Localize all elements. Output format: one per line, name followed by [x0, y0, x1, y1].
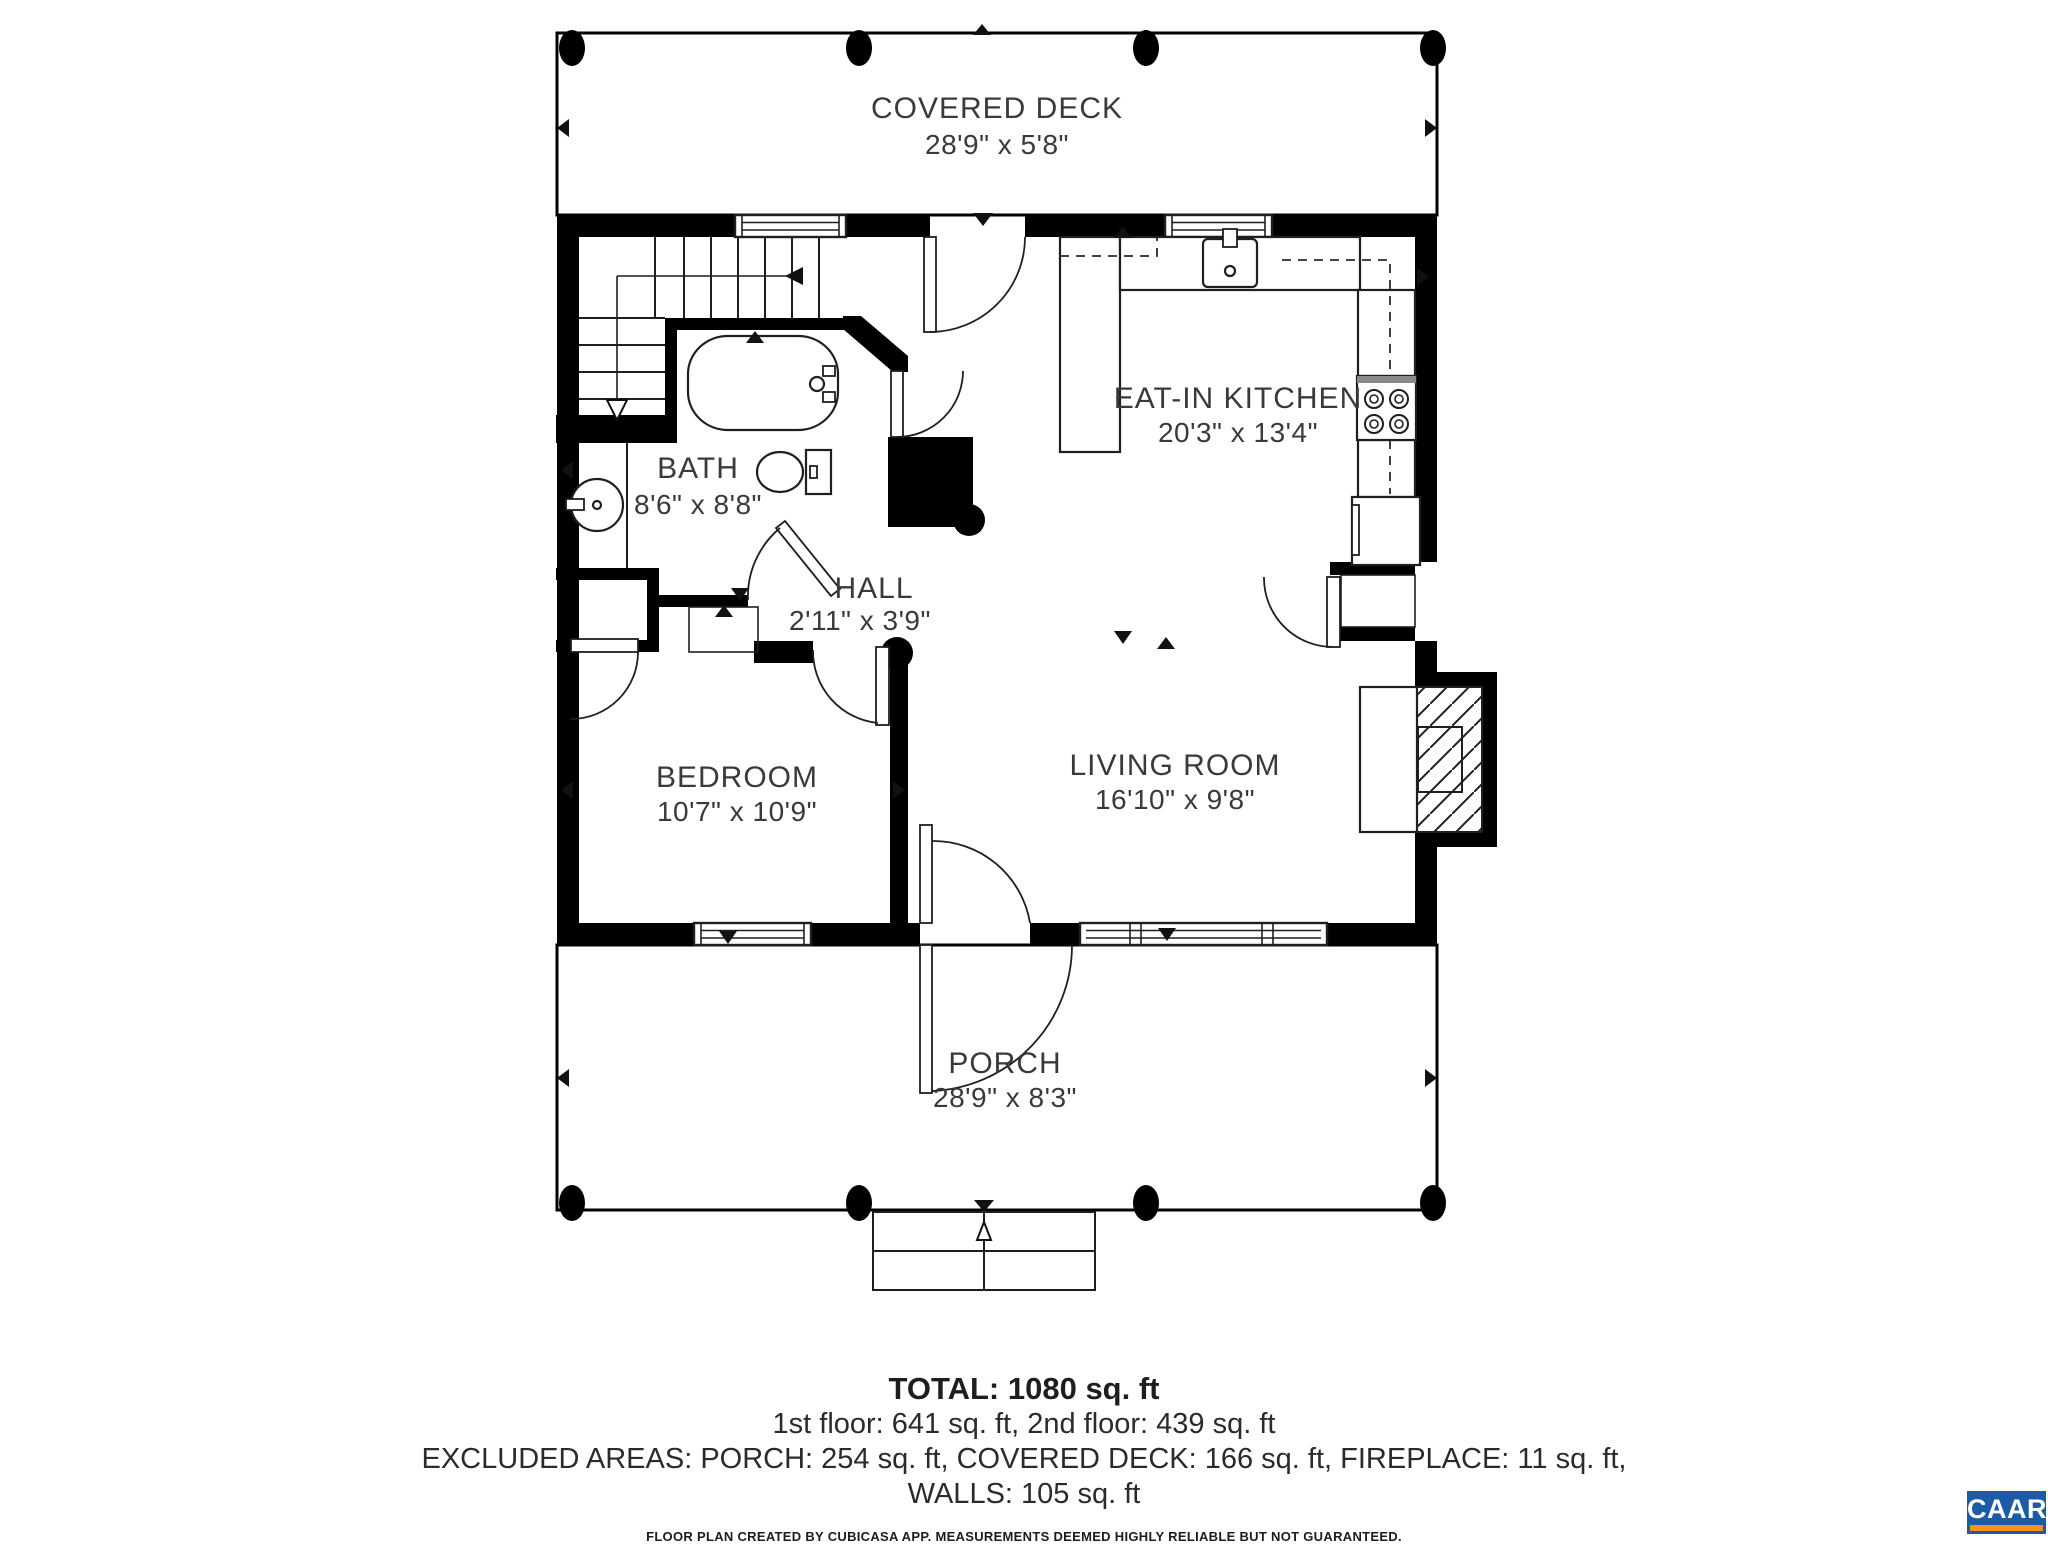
covered-deck-dims: 28'9" x 5'8"	[925, 129, 1069, 160]
porch-label: PORCH	[948, 1047, 1062, 1080]
column-icon	[559, 30, 585, 66]
kitchen-dims: 20'3" x 13'4"	[1157, 417, 1319, 448]
window-icon	[1165, 215, 1272, 237]
pantry-door	[1264, 577, 1340, 647]
bedroom-label: BEDROOM	[655, 761, 819, 794]
tub-faucet-icon	[823, 392, 835, 402]
bathtub	[688, 336, 838, 430]
bath-door	[748, 521, 840, 600]
closet-door	[571, 639, 638, 719]
tub-faucet-icon	[823, 366, 835, 376]
bath-dims: 8'6" x 8'8"	[634, 489, 762, 520]
disclaimer: FLOOR PLAN CREATED BY CUBICASA APP. MEASUREMENTS DEEMED HIGHLY RELIABLE BUT NOT GUARANTEED.	[646, 1529, 1402, 1544]
column-icon	[846, 1185, 872, 1221]
column-icon	[1133, 30, 1159, 66]
hall-label: HALL	[834, 572, 914, 605]
floor-areas: 1st floor: 641 sq. ft, 2nd floor: 439 sq. ft	[772, 1408, 1276, 1440]
faucet-icon	[1223, 229, 1237, 247]
doors	[571, 237, 1340, 1093]
hearth	[1360, 687, 1417, 832]
column-icon	[1133, 1185, 1159, 1221]
column-icon	[559, 1185, 585, 1221]
pantry-closet	[1341, 575, 1415, 627]
living-room-dims: 16'10" x 9'8"	[1094, 784, 1256, 815]
bedroom-door	[813, 647, 889, 725]
column-icon	[846, 30, 872, 66]
kitchen-label: EAT-IN KITCHEN	[1113, 382, 1363, 415]
entry-steps	[873, 1212, 1095, 1290]
hall-dims: 2'11" x 3'9"	[789, 605, 931, 636]
porch-dims: 28'9" x 8'3"	[933, 1082, 1077, 1113]
hall-kitchen-door	[891, 371, 963, 437]
up-arrow-icon	[977, 1222, 991, 1240]
sink-tap-icon	[566, 499, 584, 510]
column-icon	[1420, 30, 1446, 66]
deck-columns	[559, 30, 1446, 66]
area-summary	[0, 1370, 2048, 1544]
caar-logo-text: CAAR	[1967, 1494, 2047, 1524]
fireplace	[1360, 672, 1497, 847]
bedroom-dims: 10'7" x 10'9"	[656, 796, 818, 827]
refrigerator	[1352, 497, 1420, 565]
caar-logo-orange-bar	[1970, 1525, 2043, 1531]
total-area: TOTAL: 1080 sq. ft	[888, 1371, 1160, 1406]
living-room-label: LIVING ROOM	[1069, 749, 1281, 782]
stove	[1357, 376, 1416, 440]
covered-deck-label: COVERED DECK	[870, 92, 1124, 125]
window-icon	[694, 923, 811, 945]
toilet	[757, 450, 831, 494]
porch-columns	[559, 1185, 1446, 1221]
walls-area: WALLS: 105 sq. ft	[907, 1478, 1141, 1510]
tub-knob-icon	[810, 377, 824, 391]
excluded-areas: EXCLUDED AREAS: PORCH: 254 sq. ft, COVERED DECK: 166 sq. ft, FIREPLACE: 11 sq. ft,	[421, 1443, 1627, 1475]
window-icon	[1080, 923, 1327, 945]
caar-logo	[1967, 1491, 2046, 1534]
window-icon	[735, 215, 846, 237]
bath-label: BATH	[657, 452, 739, 485]
deck-door	[924, 237, 1025, 332]
stair-direction-arrow-icon	[785, 267, 803, 285]
column-icon	[1420, 1185, 1446, 1221]
